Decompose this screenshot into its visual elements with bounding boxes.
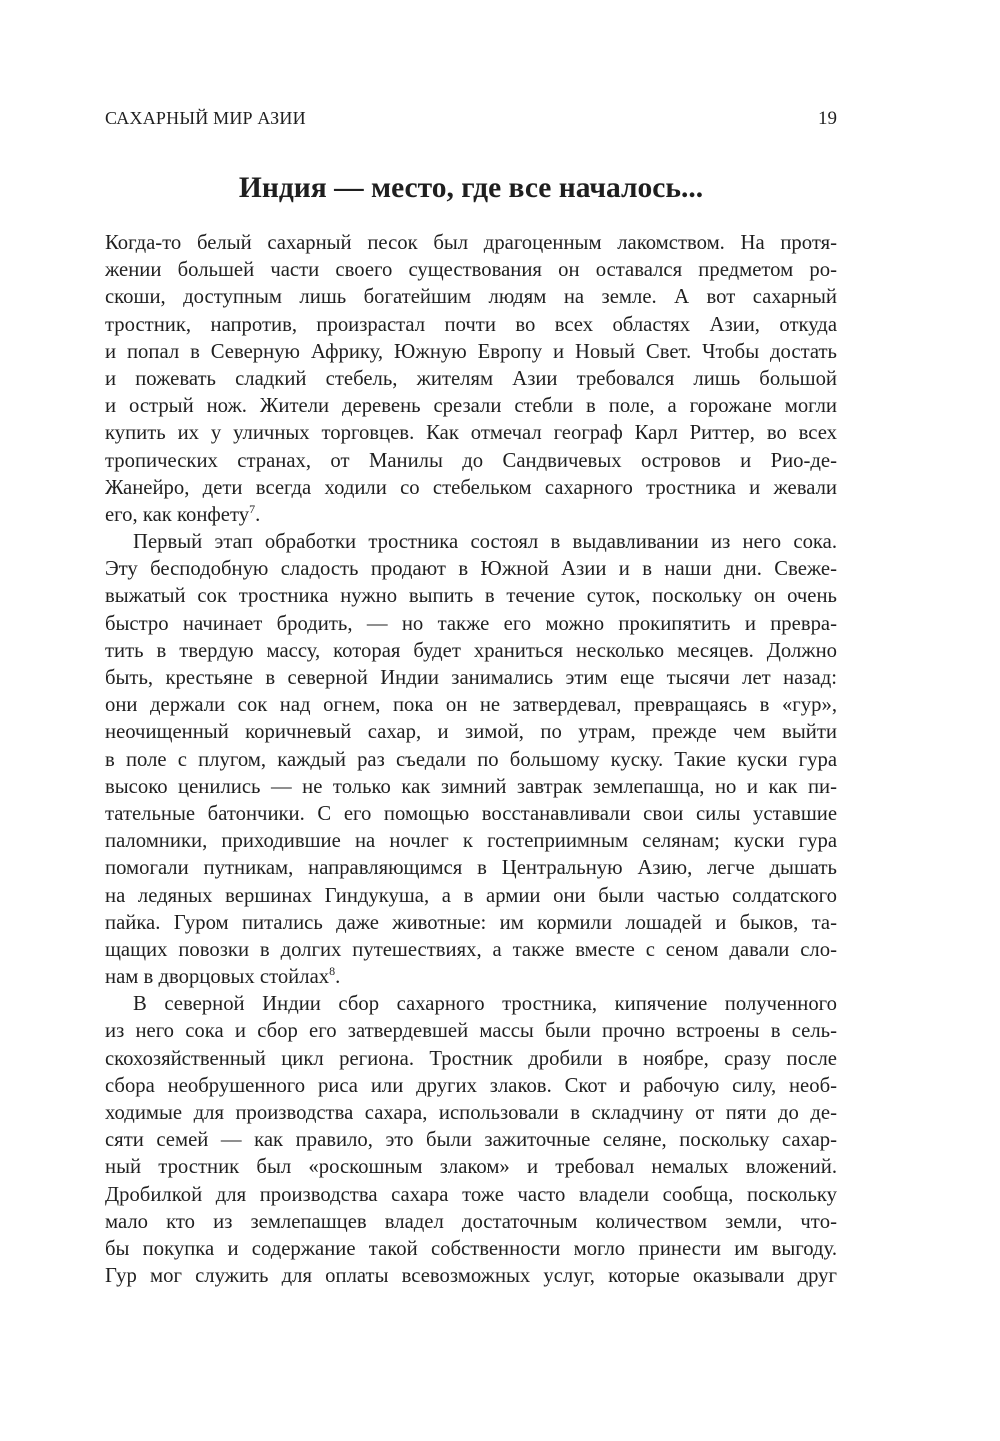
text-line: из него сока и сбор его затвердевшей массы были прочно встроены в сель- xyxy=(105,1020,837,1043)
text-line: Дробилкой для производства сахара тоже часто владели сообща, поскольку xyxy=(105,1183,837,1206)
text-line: помогали путникам, направляющимся в Центральную Азию, легче дышать xyxy=(105,857,837,880)
text-fragment: нам в дворцовых стойлах xyxy=(105,966,330,989)
text-line: ходимые для производства сахара, использовали в складчину от пяти до де- xyxy=(105,1102,837,1124)
text-line: мало кто из землепашцев владел достаточным количеством земли, чтo- xyxy=(105,1210,837,1233)
running-head xyxy=(105,108,837,136)
text-line: Жанейро, дети всегда ходили со стебельком сахарного тростника и жевали xyxy=(105,476,837,499)
text-line-last xyxy=(105,964,837,991)
text-line: и пожевать сладкий стебель, жителям Азии требовался лишь большой xyxy=(105,367,837,390)
text-fragment: его, как конфету xyxy=(105,503,250,526)
text-line: на ледяных вершинах Гиндукуша, а в армии они были частью солдатского xyxy=(105,884,837,907)
text-line: тростник, напротив, произрастал почти во всех областях Азии, откуда xyxy=(105,313,837,336)
text-line: В северной Индии сбор сахарного тростника, кипячение полученного xyxy=(133,993,837,1016)
paragraph-2 xyxy=(105,529,837,991)
text-line: неочищенный коричневый сахар, и зимой, по утрам, прежде чем выйти xyxy=(105,721,837,744)
text-line: скоши, доступным лишь богатейшим людям на земле. А вот сахарный xyxy=(105,286,837,309)
text-line: скохозяйственный цикл региона. Тростник дробили в ноябре, сразу после xyxy=(105,1047,837,1070)
text-line: быть, крестьяне в северной Индии занимались этим еще тысячи лет назад: xyxy=(105,667,837,689)
text-line: быстро начинает бродить, — но также его можно прокипятить и превра- xyxy=(105,612,837,635)
paragraph-3 xyxy=(105,991,837,1290)
page-number: 19 xyxy=(818,108,837,129)
chapter-title: Индия — место, где все началось... xyxy=(238,172,704,204)
text-line: щащих повозки в долгих путешествиях, а также вместе с сеном давали сло- xyxy=(105,938,837,961)
text-line: и попал в Северную Африку, Южную Европу и Новый Свет. Чтобы достать xyxy=(105,340,837,363)
footnote-ref-7[interactable]: 7 xyxy=(249,501,256,516)
text-line: тательные батончики. С его помощью восстанавливали свои силы уставшие xyxy=(105,802,837,825)
text-line: купить их у уличных торговцев. Как отмечал географ Карл Риттер, во всех xyxy=(105,422,837,445)
text-line-last xyxy=(105,502,837,529)
text-line: тить в твердую массу, которая будет храниться несколько месяцев. Должно xyxy=(105,639,837,662)
text-line: паломники, приходившие на ночлег к гостеприимным селянам; куски гура xyxy=(105,830,837,853)
running-title: САХАРНЫЙ МИР АЗИИ xyxy=(105,108,306,128)
text-line: тропических странах, от Манилы до Сандвичевых островов и Рио-де- xyxy=(105,449,837,472)
footnote-ref-8[interactable]: 8 xyxy=(329,964,336,979)
text-line: Когда-то белый сахарный песок был драгоценным лакомством. На протя- xyxy=(105,232,837,254)
sentence-end: . xyxy=(335,966,341,989)
text-line: Эту бесподобную сладость продают в Южной Азии и в наши дни. Свеже- xyxy=(105,558,837,581)
text-line: Гур мог служить для оплаты всевозможных услуг, которые оказывали друг xyxy=(105,1265,837,1288)
text-line: выжатый сок тростника нужно выпить в течение суток, поскольку он очень xyxy=(105,585,837,608)
text-line: сбора необрушенного риса или других злаков. Скот и рабочую силу, необ- xyxy=(105,1074,837,1097)
text-line: ный тростник был «роскошным злаком» и требовал немалых вложений. xyxy=(105,1156,837,1179)
text-line: жении большей части своего существования он оставался предметом ро- xyxy=(105,259,837,282)
text-line: они держали сок над огнем, пока он не затвердевал, превращаясь в «гур», xyxy=(105,694,837,717)
text-line: Первый этап обработки тростника состоял в выдавливании из него сока. xyxy=(133,531,837,554)
body-text xyxy=(105,230,837,1290)
text-line: бы покупка и содержание такой собственности могло принести им выгоду. xyxy=(105,1237,837,1260)
text-line: и острый нож. Жители деревень срезали стебли в поле, а горожане могли xyxy=(105,395,837,418)
text-line: пайка. Гуром питались даже животные: им кормили лошадей и быков, та- xyxy=(105,911,837,934)
text-line: высоко ценились — не только как зимний завтрак землепашца, но и как пи- xyxy=(105,775,837,798)
paragraph-1 xyxy=(105,230,837,529)
text-line: в поле с плугом, каждый раз съедали по большому куску. Такие куски гура xyxy=(105,748,837,771)
sentence-end: . xyxy=(255,503,261,526)
text-line: сяти семей — как правило, это были зажиточные селяне, поскольку сахар- xyxy=(105,1129,837,1152)
book-page xyxy=(105,0,837,1441)
